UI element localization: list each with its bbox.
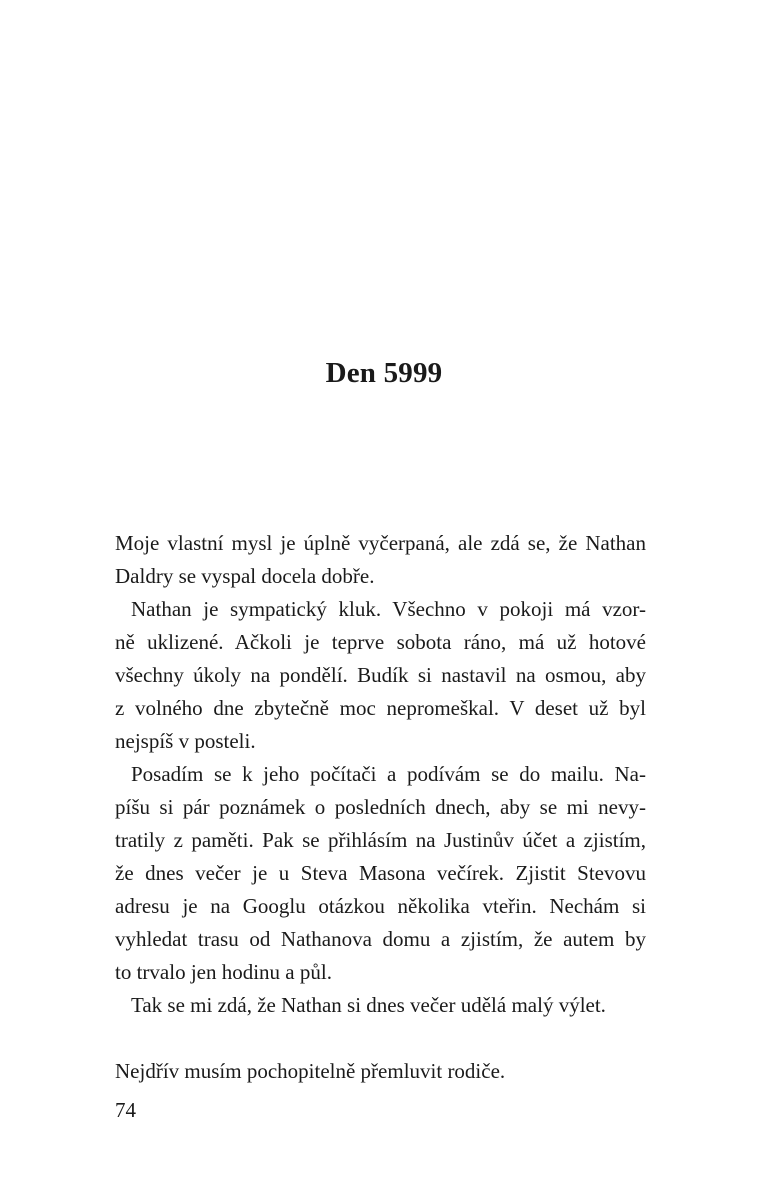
text-line: Daldry se vyspal docela dobře.	[115, 564, 375, 588]
body-text	[115, 527, 646, 1088]
text-line: z volného dne zbytečně moc nepromeškal. V deset už byl	[115, 696, 646, 720]
text-line: Tak se mi zdá, že Nathan si dnes večer udělá malý výlet.	[131, 993, 606, 1017]
paragraph-5	[115, 1055, 646, 1088]
paragraph-gap	[115, 1022, 646, 1055]
text-line: že dnes večer je u Steva Masona večírek. Zjistit Stevovu	[115, 861, 646, 885]
paragraph-3	[115, 758, 646, 989]
paragraph-4	[115, 989, 646, 1022]
text-line: Posadím se k jeho počítači a podívám se do mailu. Na-	[131, 762, 646, 786]
text-line: všechny úkoly na pondělí. Budík si nastavil na osmou, aby	[115, 663, 646, 687]
text-line: Moje vlastní mysl je úplně vyčerpaná, ale zdá se, že Nathan	[115, 531, 646, 555]
text-line: píšu si pár poznámek o posledních dnech, aby se mi nevy-	[115, 795, 646, 819]
text-line: Nejdřív musím pochopitelně přemluvit rodiče.	[115, 1059, 506, 1083]
text-line: tratily z paměti. Pak se přihlásím na Justinův účet a zjistím,	[115, 828, 646, 852]
text-line: vyhledat trasu od Nathanova domu a zjistím, že autem by	[115, 927, 646, 951]
text-line: adresu je na Googlu otázkou několika vteřin. Nechám si	[115, 894, 646, 918]
text-line: nejspíš v posteli.	[115, 729, 256, 753]
paragraph-2	[115, 593, 646, 758]
chapter-title: Den 5999	[325, 357, 443, 389]
text-line: ně uklizené. Ačkoli je teprve sobota ráno, má už hotové	[115, 630, 646, 654]
paragraph-1	[115, 527, 646, 593]
text-line: to trvalo jen hodinu a půl.	[115, 960, 332, 984]
page-number: 74	[115, 1098, 136, 1122]
text-line: Nathan je sympatický kluk. Všechno v pokoji má vzor-	[131, 597, 646, 621]
